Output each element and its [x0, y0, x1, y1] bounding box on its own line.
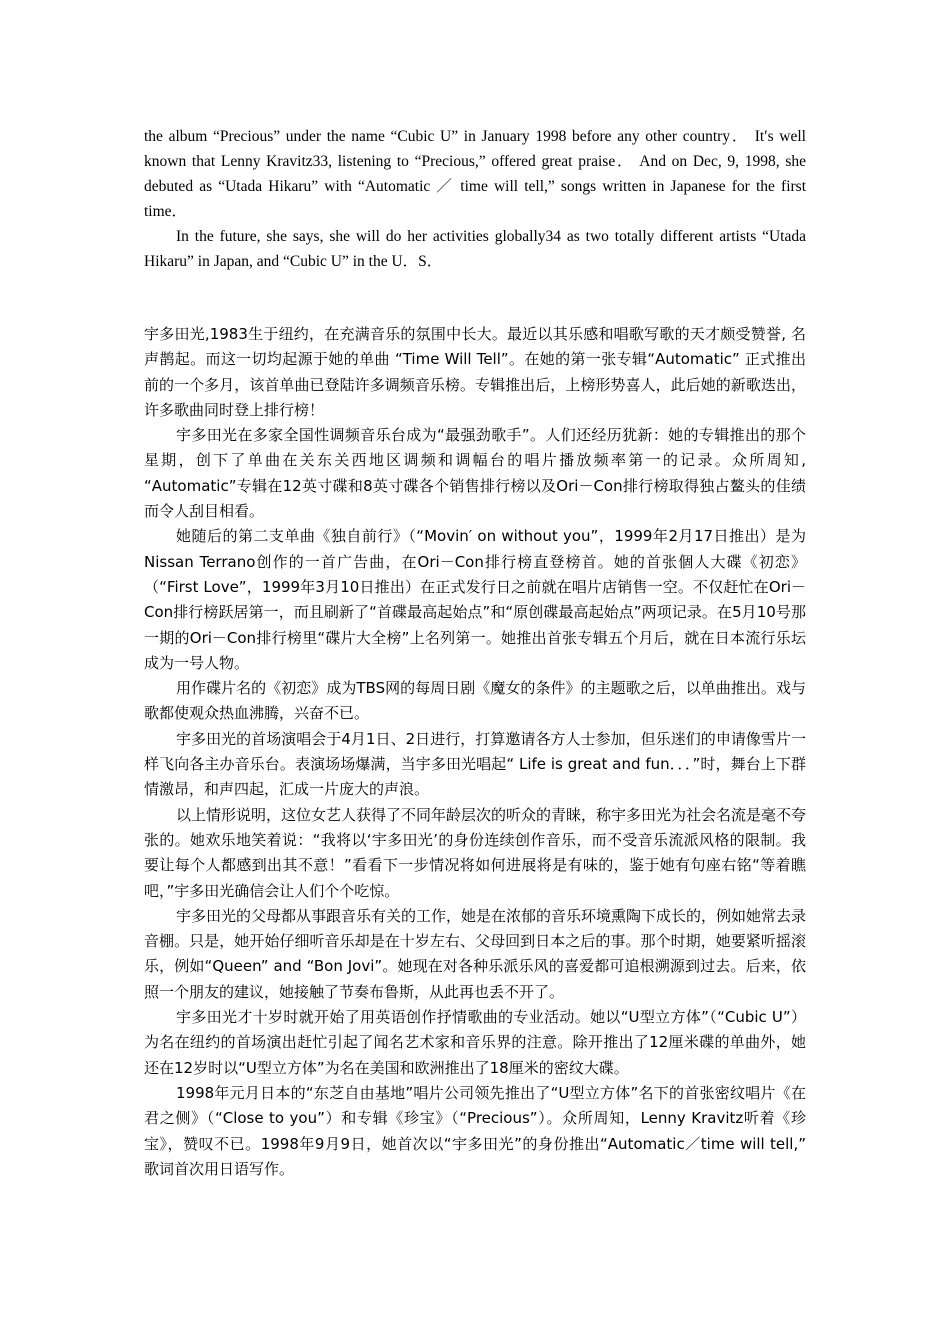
- chinese-paragraph: 宇多田光的首场演唱会于4月1日、2日进行，打算邀请各方人士参加，但乐迷们的申请像雪片一样飞向各主办音乐台。表演场场爆满，当宇多田光唱起“ Life is great and fun．．．”时，舞台上下群情激昂，和声四起，汇成一片庞大的声浪。: [144, 729, 806, 799]
- chinese-paragraph: 以上情形说明，这位女艺人获得了不同年龄层次的听众的青睐，称宇多田光为社会名流是毫不夸张的。她欢乐地笑着说：“我将以‘宇多田光’的身份连续创作音乐，而不受音乐流派风格的限制。我要让每个人都感到出其不意！”看看下一步情况将如何进展将是有味的，鉴于她有句座右铭“等着瞧吧，”宇多田光确信会让人们个个吃惊。: [144, 805, 807, 900]
- document-page: [144, 124, 806, 1182]
- chinese-paragraph: 宇多田光在多家全国性调频音乐台成为“最强劲歌手”。人们还经历犹新：她的专辑推出的那个星期，创下了单曲在关东关西地区调频和调幅台的唱片播放频率第一的记录。众所周知, “Automatic”专辑在12英寸碟和8英寸碟各个销售排行榜以及Ori－Con排行榜取得独占鳌头的佳绩而令人刮目相看。: [144, 426, 806, 521]
- chinese-paragraph: 宇多田光才十岁时就开始了用英语创作抒情歌曲的专业活动。她以“U型立方体”（“Cubic U”）为名在纽约的首场演出赶忙引起了闻名艺术家和音乐界的注意。除开推出了12厘米碟的单曲外，她还在12岁时以“U型立方体”为名在美国和欧洲推出了18厘米的密纹大碟。: [144, 1008, 806, 1077]
- chinese-paragraph: 1998年元月日本的“东芝自由基地”唱片公司领先推出了“U型立方体”名下的首张密纹唱片《在君之侧》（“Close to you”）和专辑《珍宝》（“Precious”）。众所周知，Lenny Kravitz听着《珍宝》，赞叹不已。1998年9月9日，她首次以“宇多田光”的身份推出“Automatic／time will tell,” 歌词首次用日语写作。: [144, 1083, 806, 1178]
- english-paragraph: In the future, she says, she will do her activities globally34 as two totally different artists “Utada Hikaru” in Japan, and “Cubic U” in the U．S．: [144, 228, 806, 270]
- chinese-paragraph: 她随后的第二支单曲《独自前行》（“Movin′ on without you”，1999年2月17日推出）是为Nissan Terrano创作的一首广告曲，在Ori－Con排行榜直登榜首。她的首张個人大碟《初恋》（“First Love”，1999年3月10日推出）在正式发行日之前就在唱片店销售一空。不仅赶忙在Ori－Con排行榜跃居第一，而且刷新了“首碟最高起始点”和“原创碟最高起始点”两项记录。在5月10号那一期的Ori－Con排行榜里“碟片大全榜”上名列第一。她推出首张专辑五个月后，就在日本流行乐坛成为一号人物。: [144, 527, 806, 672]
- english-paragraph: the album “Precious” under the name “Cubic U” in January 1998 before any other country． It′s well known that Lenny Kravitz33, listening to “Precious,” offered great praise． And on Dec, 9, 1998, she debuted as “Utada Hikaru” with “Automatic ／ time will tell,” songs written in Japanese for the first time．: [144, 128, 806, 220]
- chinese-text-section: [144, 322, 806, 1182]
- chinese-paragraph: 用作碟片名的《初恋》成为TBS网的每周日剧《魔女的条件》的主题歌之后，以单曲推出。戏与歌都使观众热血沸腾，兴奋不已。: [144, 679, 806, 723]
- english-text-section: [144, 124, 806, 274]
- chinese-paragraph: 宇多田光的父母都从事跟音乐有关的工作，她是在浓郁的音乐环境熏陶下成长的，例如她常去录音棚。只是，她开始仔细听音乐却是在十岁左右、父母回到日本之后的事。那个时期，她要紧听摇滚乐，例如“Queen” and “Bon Jovi”。她现在对各种乐派乐风的喜爱都可追根溯源到过去。后来，依照一个朋友的建议，她接触了节奏布鲁斯，从此再也丢不开了。: [144, 906, 807, 1001]
- chinese-paragraph: 宇多田光,1983生于纽约，在充满音乐的氛围中长大。最近以其乐感和唱歌写歌的天才颇受赞誉, 名声鹊起。而这一切均起源于她的单曲 “Time Will Tell”。在她的第一张专辑“Automatic” 正式推出前的一个多月，该首单曲已登陆许多调频音乐榜。专辑推出后，上榜形势喜人，此后她的新歌迭出，许多歌曲同时登上排行榜！: [144, 325, 806, 419]
